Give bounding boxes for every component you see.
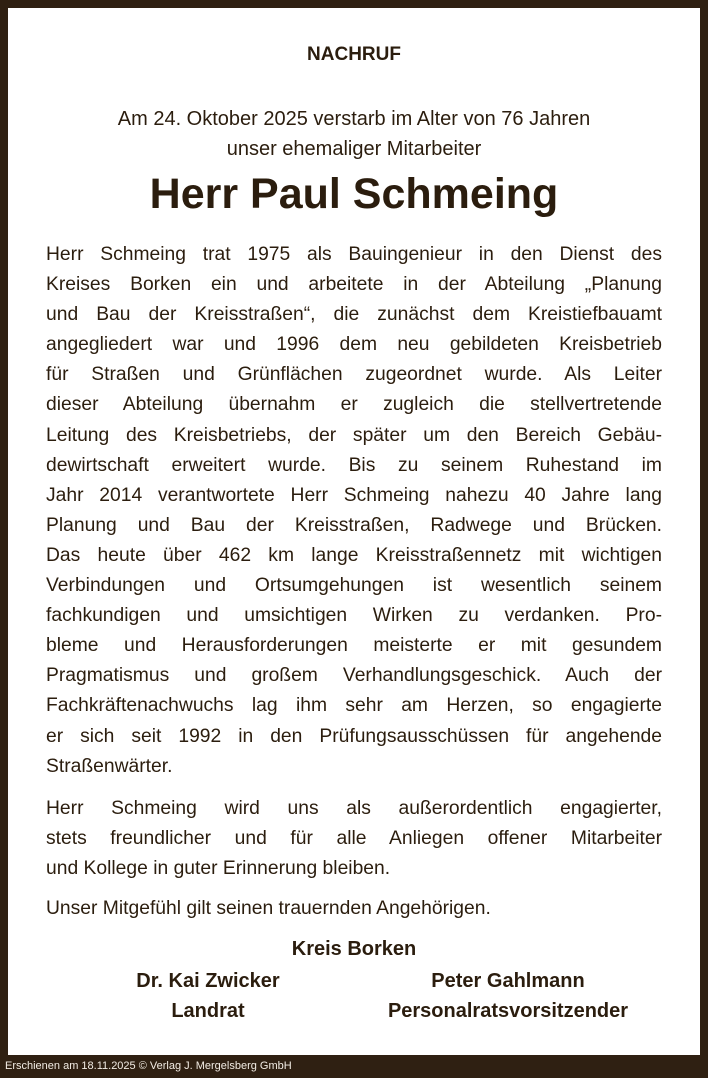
text-line: Pragmatismus und großem Verhandlungsgeschick. Auch der bbox=[46, 665, 662, 687]
publication-footer: Erschienen am 18.11.2025 © Verlag J. Mergelsberg GmbH bbox=[5, 1060, 292, 1072]
text-line: Planung und Bau der Kreisstraßen, Radwege und Brücken. bbox=[46, 514, 662, 536]
text-line: Fachkräftenachwuchs lag ihm sehr am Herzen, so engagierte bbox=[46, 695, 662, 717]
text-line: Verbindungen und Ortsumgehungen ist wesentlich seinem bbox=[46, 575, 662, 597]
text-line: Jahr 2014 verantwortete Herr Schmeing nahezu 40 Jahre lang bbox=[46, 484, 662, 506]
text-line: fachkundigen und umsichtigen Wirken zu verdanken. Pro- bbox=[46, 605, 662, 627]
text-line: Das heute über 462 km lange Kreisstraßennetz mit wichtigen bbox=[46, 544, 662, 566]
text-line: und Bau der Kreisstraßen“, die zunächst dem Kreistiefbauamt bbox=[46, 304, 662, 326]
paragraph-condolence bbox=[46, 894, 662, 924]
kicker-heading: NACHRUF bbox=[307, 44, 401, 65]
signature-organization: Kreis Borken bbox=[291, 938, 417, 960]
text-line: dewirtschaft erweitert wurde. Bis zu seinem Ruhestand im bbox=[46, 454, 662, 476]
text-line: Herr Schmeing trat 1975 als Bauingenieur in den Dienst des bbox=[46, 244, 662, 265]
text-line: er sich seit 1992 in den Prüfungsausschüssen für angehende bbox=[46, 725, 662, 747]
text-line: Unser Mitgefühl gilt seinen trauernden Angehörigen. bbox=[46, 898, 491, 919]
text-line: Herr Schmeing wird uns als außerordentlich engagierter, bbox=[46, 798, 662, 819]
intro-line: unser ehemaliger Mitarbeiter bbox=[226, 138, 482, 160]
signer-role: Landrat bbox=[171, 1000, 245, 1022]
text-line: Kreises Borken ein und arbeitete in der Abteilung „Planung bbox=[46, 274, 662, 296]
text-line: stets freundlicher und für alle Anliegen offener Mitarbeiter bbox=[46, 828, 662, 850]
text-line: Leitung des Kreisbetriebs, der später um den Bereich Gebäu- bbox=[46, 424, 662, 446]
text-line: angegliedert war und 1996 dem neu gebildeten Kreisbetrieb bbox=[46, 334, 662, 356]
paragraph-remembrance bbox=[46, 794, 662, 884]
text-line: für Straßen und Grünflächen zugeordnet wurde. Als Leiter bbox=[46, 364, 662, 386]
signer-name: Dr. Kai Zwicker bbox=[136, 970, 280, 992]
text-line: und Kollege in guter Erinnerung bleiben. bbox=[46, 858, 391, 880]
signer-role: Personalratsvorsitzender bbox=[387, 1000, 629, 1022]
text-line: Straßenwärter. bbox=[46, 755, 173, 777]
signer-name: Peter Gahlmann bbox=[431, 970, 585, 992]
obituary-notice bbox=[8, 8, 700, 1055]
text-line: dieser Abteilung übernahm er zugleich die stellvertretende bbox=[46, 394, 662, 416]
paragraph-career bbox=[46, 240, 662, 782]
deceased-name: Herr Paul Schmeing bbox=[149, 170, 559, 218]
intro-line: Am 24. Oktober 2025 verstarb im Alter von 76 Jahren bbox=[117, 108, 591, 130]
text-line: bleme und Herausforderungen meisterte er mit gesundem bbox=[46, 635, 662, 657]
